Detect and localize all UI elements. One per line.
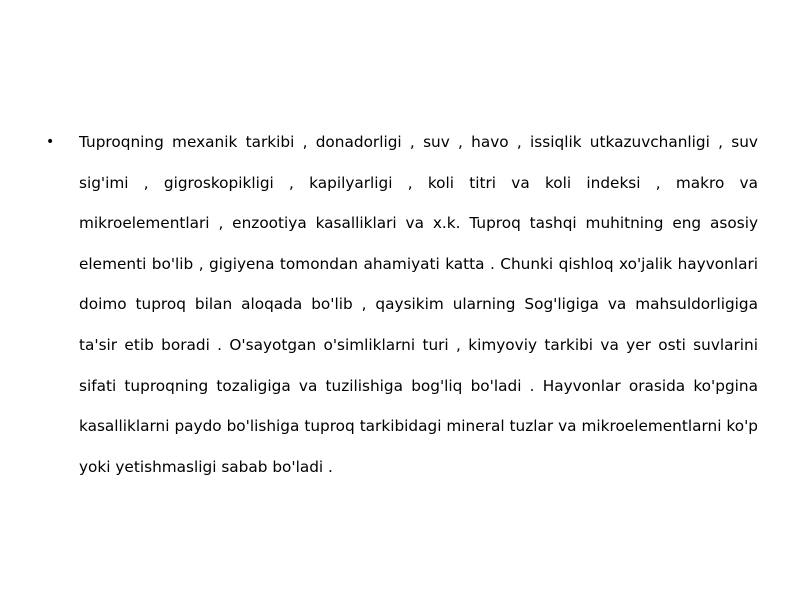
bullet-marker: •	[46, 134, 55, 150]
body-paragraph: Tuproqning mexanik tarkibi , donadorligi , suv , havo , issiqlik utkazuvchanligi , suv sig'imi , gigroskopikligi , kapilyarligi , koli titri va koli indeksi , makro va mikroelementlari , enzootiya kasalliklari va x.k. Tuproq tashqi muhitning eng asosiy elementi bo'lib , gigiyena tomondan ahamiyati katta . Chunki qishloq xo'jalik hayvonlari doimo tuproq bilan aloqada bo'lib , qaysikim ularning Sog'ligiga va mahsuldorligiga ta'sir etib boradi . O'sayotgan o'simliklarni turi , kimyoviy tarkibi va yer osti suvlarini sifati tuproqning tozaligiga va tuzilishiga bog'liq bo'ladi . Hayvonlar orasida ko'pgina kasalliklarni paydo bo'lishiga tuproq tarkibidagi mineral tuzlar va mikroelementlarni ko'p yoki yetishmasligi sabab bo'ladi .	[79, 133, 758, 476]
slide-content	[46, 122, 758, 487]
bullet-item	[46, 122, 758, 487]
